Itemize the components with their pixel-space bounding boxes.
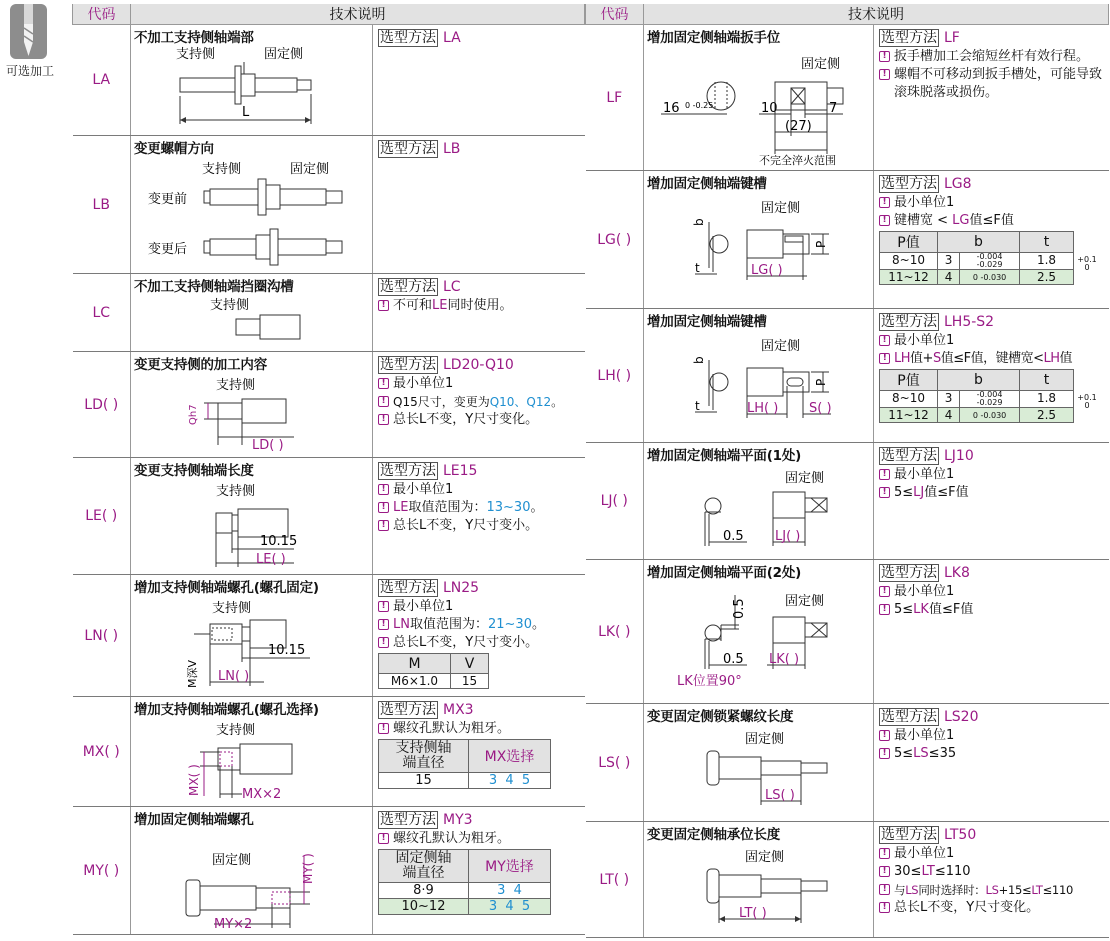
row-lg bbox=[586, 171, 1109, 309]
right-spec-table bbox=[585, 4, 1109, 938]
lf-d7-label: 7 bbox=[829, 101, 838, 116]
notice-icon: ! bbox=[879, 730, 890, 741]
lc-diagram bbox=[134, 295, 370, 349]
sel-value: LD20-Q10 bbox=[443, 357, 514, 373]
sel-value: LF bbox=[944, 30, 960, 46]
note: ! 总长L不变，Y尺寸变小。 bbox=[378, 634, 580, 652]
row-code: LN( ) bbox=[73, 575, 131, 697]
sel-key: 选型方法 bbox=[380, 141, 436, 157]
sel-key: 选型方法 bbox=[881, 314, 937, 330]
note: ! 最小单位1 bbox=[879, 332, 1104, 350]
row-code: LE( ) bbox=[73, 458, 131, 575]
row-code: MY( ) bbox=[73, 807, 131, 935]
sel-key: 选型方法 bbox=[380, 702, 436, 718]
lk-d05v-label: 0.5 bbox=[732, 598, 747, 619]
sel-method bbox=[879, 824, 1104, 844]
le-dim-label: LE( ) bbox=[256, 552, 286, 567]
sel-value: LH5-S2 bbox=[944, 314, 995, 330]
notice-icon: ! bbox=[879, 215, 890, 226]
header-desc: 技术说明 bbox=[644, 4, 1109, 25]
notice-icon: ! bbox=[378, 637, 389, 648]
lg-t-tol: +0.1 0 bbox=[1077, 254, 1097, 272]
header-code: 代码 bbox=[586, 4, 644, 25]
lg-b-label: b bbox=[692, 218, 706, 226]
row-code: LJ( ) bbox=[586, 443, 644, 560]
note: ! 键槽宽 < LG值≤F值 bbox=[879, 212, 1104, 230]
lf-diagram bbox=[647, 46, 871, 166]
sel-value: LA bbox=[443, 30, 461, 46]
lh-diagram bbox=[647, 330, 871, 438]
lg-fixed-label: 固定侧 bbox=[761, 201, 801, 216]
lb-support-label: 支持侧 bbox=[202, 162, 242, 177]
row-title: 增加固定侧轴端平面(2处) bbox=[647, 565, 802, 581]
sel-value: LE15 bbox=[443, 463, 478, 479]
sel-value: LK8 bbox=[944, 565, 970, 581]
notice-icon: ! bbox=[378, 414, 389, 425]
notice-icon: ! bbox=[879, 748, 890, 759]
lj-diagram bbox=[647, 464, 871, 556]
sel-value: LN25 bbox=[443, 580, 480, 596]
notice-icon: ! bbox=[378, 619, 389, 630]
row-title: 不加工支持侧轴端部 bbox=[134, 30, 254, 46]
row-code: LH( ) bbox=[586, 309, 644, 443]
notice-icon: ! bbox=[879, 197, 890, 208]
lk-fixed-label: 固定侧 bbox=[785, 594, 825, 609]
sel-key: 选型方法 bbox=[881, 448, 937, 464]
ln-sub-table: M V M6×1.0 15 bbox=[378, 653, 489, 689]
le-d1-label: 10.15 bbox=[260, 534, 298, 549]
sel-value: MX3 bbox=[443, 702, 474, 718]
note: ! 最小单位1 bbox=[879, 194, 1104, 212]
row-code: LD( ) bbox=[73, 352, 131, 458]
mx-sub-table: 支持侧轴端直径 MX选择 15 3 4 5 bbox=[378, 739, 551, 789]
ld-support-label: 支持侧 bbox=[216, 378, 256, 393]
lt-fixed-label: 固定侧 bbox=[745, 850, 785, 865]
row-code: LG( ) bbox=[586, 171, 644, 309]
sel-key: 选型方法 bbox=[380, 279, 436, 295]
sel-key: 选型方法 bbox=[380, 30, 436, 46]
sel-method bbox=[378, 354, 580, 374]
sel-method bbox=[879, 311, 1104, 331]
sel-method bbox=[378, 138, 580, 158]
row-lj bbox=[586, 443, 1109, 560]
row-title: 增加固定侧轴端螺孔 bbox=[134, 812, 254, 828]
lf-d27-label: (27) bbox=[785, 119, 812, 134]
ls-dim-label: LS( ) bbox=[765, 788, 795, 803]
lk-pos-label: LK位置90° bbox=[677, 674, 742, 689]
sel-value: LG8 bbox=[944, 176, 972, 192]
lj-d05-label: 0.5 bbox=[723, 529, 744, 544]
ld-dim-label: LD( ) bbox=[252, 438, 284, 453]
lb-after-label: 变更后 bbox=[148, 242, 188, 257]
sel-key: 选型方法 bbox=[380, 463, 436, 479]
header-code: 代码 bbox=[73, 4, 131, 25]
la-fixed-label: 固定侧 bbox=[264, 47, 304, 62]
row-code: LK( ) bbox=[586, 560, 644, 704]
row-title: 增加固定侧轴端键槽 bbox=[647, 176, 767, 192]
note: ! 扳手槽加工会缩短丝杆有效行程。 bbox=[879, 48, 1104, 66]
notice-icon: ! bbox=[879, 586, 890, 597]
note: ! Q15尺寸，变更为Q10、Q12。 bbox=[378, 393, 580, 411]
note: ! 总长L不变，Y尺寸变化。 bbox=[378, 411, 580, 429]
sel-method bbox=[879, 445, 1104, 465]
sel-method bbox=[879, 706, 1104, 726]
la-support-label: 支持侧 bbox=[176, 47, 216, 62]
le-support-label: 支持侧 bbox=[216, 484, 256, 499]
lh-dim-label: LH( ) bbox=[747, 401, 779, 416]
note: ! 螺纹孔默认为粗牙。 bbox=[378, 830, 580, 848]
sel-key: 选型方法 bbox=[380, 812, 436, 828]
lh-b-label: b bbox=[692, 356, 706, 364]
note: ! 与LS同时选择时：LS+15≤LT≤110 bbox=[879, 881, 1104, 899]
note-text: 不可和LE同时使用。 bbox=[393, 298, 513, 313]
lg-tol-area bbox=[879, 230, 1104, 285]
sel-method bbox=[378, 577, 580, 597]
notice-icon: ! bbox=[879, 469, 890, 480]
lc-support-label: 支持侧 bbox=[210, 298, 250, 313]
my-v-label: MY( ) bbox=[301, 853, 315, 884]
sel-key: 选型方法 bbox=[380, 357, 436, 373]
notice-icon: ! bbox=[378, 520, 389, 531]
sel-method bbox=[879, 27, 1104, 47]
lk-dim-label: LK( ) bbox=[769, 652, 800, 667]
lb-before-label: 变更前 bbox=[148, 192, 188, 207]
lg-sub-table: P值 b t 8~10 3 -0.004 -0.029 1.8 11~12 4 0 -0.030 2.5 bbox=[879, 231, 1074, 285]
ld-diagram bbox=[134, 373, 370, 453]
note: ! 最小单位1 bbox=[879, 466, 1104, 484]
lb-fixed-label: 固定侧 bbox=[290, 162, 330, 177]
ls-diagram bbox=[647, 725, 871, 817]
row-lf bbox=[586, 25, 1109, 171]
sel-key: 选型方法 bbox=[881, 30, 937, 46]
note: ! 最小单位1 bbox=[879, 727, 1104, 745]
mx-diagram bbox=[134, 718, 370, 802]
lj-fixed-label: 固定侧 bbox=[785, 471, 825, 486]
notice-icon: ! bbox=[879, 69, 890, 80]
lg-dim-label: LG( ) bbox=[751, 263, 783, 278]
ln-dim-label: LN( ) bbox=[218, 669, 250, 684]
notice-icon: ! bbox=[879, 866, 890, 877]
sel-method bbox=[879, 562, 1104, 582]
row-la bbox=[73, 25, 585, 136]
lt-dim-label: LT( ) bbox=[739, 906, 767, 921]
note: ! 最小单位1 bbox=[879, 583, 1104, 601]
notice-icon: ! bbox=[378, 300, 389, 311]
lt-diagram bbox=[647, 843, 871, 933]
notice-icon: ! bbox=[879, 335, 890, 346]
row-title: 变更支持侧轴端长度 bbox=[134, 463, 254, 479]
row-ld bbox=[73, 352, 585, 458]
row-title: 变更螺帽方向 bbox=[134, 141, 214, 157]
note: ! 螺纹孔默认为粗牙。 bbox=[378, 720, 580, 738]
row-title: 增加固定侧轴端平面(1处) bbox=[647, 448, 802, 464]
ln-d1-label: 10.15 bbox=[268, 643, 306, 658]
header-desc: 技术说明 bbox=[131, 4, 585, 25]
note: ! 最小单位1 bbox=[879, 845, 1104, 863]
note: ! LN取值范围为：21~30。 bbox=[378, 616, 580, 634]
lj-dim-label: LJ( ) bbox=[775, 529, 801, 544]
note: ! 5≤LJ值≤F值 bbox=[879, 484, 1104, 502]
row-title: 不加工支持侧轴端挡圈沟槽 bbox=[134, 279, 294, 295]
row-lt bbox=[586, 822, 1109, 938]
note: ! 5≤LS≤35 bbox=[879, 745, 1104, 763]
row-code: LA bbox=[73, 25, 131, 136]
sel-method bbox=[378, 276, 580, 296]
note: ! 30≤LT≤110 bbox=[879, 863, 1104, 881]
row-code: LF bbox=[586, 25, 644, 171]
note: ! LH值+S值≤F值，键槽宽<LH值 bbox=[879, 350, 1104, 368]
sel-key: 选型方法 bbox=[881, 565, 937, 581]
notice-icon: ! bbox=[879, 353, 890, 364]
ln-diagram bbox=[134, 596, 370, 692]
ld-q-label: Qh7 bbox=[188, 404, 199, 425]
lg-t-label: t bbox=[695, 261, 700, 275]
mx-x2-label: MX×2 bbox=[242, 787, 282, 802]
note: ! LE取值范围为：13~30。 bbox=[378, 499, 580, 517]
lh-s-label: S( ) bbox=[809, 401, 832, 416]
row-ls bbox=[586, 704, 1109, 822]
sel-value: LS20 bbox=[944, 709, 979, 725]
notice-icon: ! bbox=[879, 884, 890, 895]
ln-mv-label: M深V bbox=[186, 659, 199, 688]
lb-diagram bbox=[134, 157, 370, 269]
sel-key: 选型方法 bbox=[881, 176, 937, 192]
row-title: 增加支持侧轴端螺孔(螺孔选择) bbox=[134, 702, 319, 718]
notice-icon: ! bbox=[879, 902, 890, 913]
lh-p-label: P bbox=[814, 378, 828, 386]
sel-value: LT50 bbox=[944, 827, 977, 843]
note: ! 总长L不变，Y尺寸变化。 bbox=[879, 899, 1104, 917]
notice-icon: ! bbox=[879, 604, 890, 615]
lf-zone-label: 不完全淬火范围 bbox=[759, 154, 836, 166]
note: ! 最小单位1 bbox=[378, 598, 580, 616]
row-lb bbox=[73, 136, 585, 274]
notice-icon: ! bbox=[378, 396, 389, 407]
sel-method bbox=[378, 27, 580, 47]
row-code: LS( ) bbox=[586, 704, 644, 822]
la-l-label: L bbox=[242, 105, 250, 120]
lf-d16-label: 16 bbox=[663, 101, 680, 116]
notice-icon: ! bbox=[378, 484, 389, 495]
mx-v-label: MX( ) bbox=[187, 764, 201, 796]
ln-support-label: 支持侧 bbox=[212, 601, 252, 616]
row-title: 变更支持侧的加工内容 bbox=[134, 357, 267, 373]
row-code: LT( ) bbox=[586, 822, 644, 938]
row-code: LB bbox=[73, 136, 131, 274]
my-fixed-label: 固定侧 bbox=[212, 853, 252, 868]
note: ! 螺帽不可移动到扳手槽处，可能导致滚珠脱落或损伤。 bbox=[879, 66, 1104, 102]
notice-icon: ! bbox=[378, 601, 389, 612]
lh-fixed-label: 固定侧 bbox=[761, 339, 801, 354]
lh-t-tol: +0.1 0 bbox=[1077, 392, 1097, 410]
lg-p-label: P bbox=[814, 240, 828, 248]
drill-bit-icon bbox=[10, 4, 47, 59]
note: ! 最小单位1 bbox=[378, 481, 580, 499]
notice-icon: ! bbox=[378, 502, 389, 513]
note: ! 最小单位1 bbox=[378, 375, 580, 393]
sel-key: 选型方法 bbox=[380, 580, 436, 596]
note: ! 总长L不变，Y尺寸变小。 bbox=[378, 517, 580, 535]
sel-value: MY3 bbox=[443, 812, 473, 828]
row-title: 增加支持侧轴端螺孔(螺孔固定) bbox=[134, 580, 319, 596]
lh-tol-area bbox=[879, 368, 1104, 423]
notice-icon: ! bbox=[378, 378, 389, 389]
lg-diagram bbox=[647, 192, 871, 304]
sel-value: LJ10 bbox=[944, 448, 974, 464]
sel-method bbox=[378, 699, 580, 719]
le-diagram bbox=[134, 479, 370, 571]
row-title: 变更固定侧轴承位长度 bbox=[647, 827, 780, 843]
notice-icon: ! bbox=[879, 848, 890, 859]
note: ! 5≤LK值≤F值 bbox=[879, 601, 1104, 619]
notice-icon: ! bbox=[378, 833, 389, 844]
sel-method bbox=[378, 809, 580, 829]
sidebar-label: 可选加工 bbox=[5, 64, 54, 78]
lk-d05-label: 0.5 bbox=[723, 652, 744, 667]
lf-fixed-label: 固定侧 bbox=[801, 57, 841, 72]
row-code: LC bbox=[73, 274, 131, 352]
sel-key: 选型方法 bbox=[881, 709, 937, 725]
lh-sub-table: P值 b t 8~10 3 -0.004 -0.029 1.8 11~12 4 0 -0.030 2.5 bbox=[879, 369, 1074, 423]
row-lh bbox=[586, 309, 1109, 443]
row-ln bbox=[73, 575, 585, 697]
notice-icon: ! bbox=[879, 51, 890, 62]
left-spec-table bbox=[72, 4, 585, 935]
note bbox=[378, 297, 580, 315]
row-title: 变更固定侧锁紧螺纹长度 bbox=[647, 709, 794, 725]
sel-value: LC bbox=[443, 279, 461, 295]
lh-t-label: t bbox=[695, 399, 700, 413]
my-diagram bbox=[134, 828, 370, 930]
my-x2-label: MY×2 bbox=[214, 917, 253, 930]
my-sub-table: 固定侧轴端直径 MY选择 8·9 3 4 10~12 3 4 5 bbox=[378, 849, 551, 915]
row-lc bbox=[73, 274, 585, 352]
row-lk bbox=[586, 560, 1109, 704]
lf-d10-label: 10 bbox=[761, 101, 778, 116]
row-title: 增加固定侧轴端键槽 bbox=[647, 314, 767, 330]
row-code: MX( ) bbox=[73, 697, 131, 807]
mx-support-label: 支持侧 bbox=[216, 723, 256, 738]
sel-method bbox=[879, 173, 1104, 193]
sel-key: 选型方法 bbox=[881, 827, 937, 843]
row-title: 增加固定侧轴端扳手位 bbox=[647, 30, 780, 46]
lk-diagram bbox=[647, 581, 871, 699]
la-diagram bbox=[134, 46, 370, 132]
row-mx bbox=[73, 697, 585, 807]
sel-value: LB bbox=[443, 141, 461, 157]
notice-icon: ! bbox=[879, 487, 890, 498]
sel-method bbox=[378, 460, 580, 480]
notice-icon: ! bbox=[378, 723, 389, 734]
ls-fixed-label: 固定侧 bbox=[745, 732, 785, 747]
lf-tol-label: 0 -0.25 bbox=[685, 101, 714, 110]
row-my bbox=[73, 807, 585, 935]
row-le bbox=[73, 458, 585, 575]
